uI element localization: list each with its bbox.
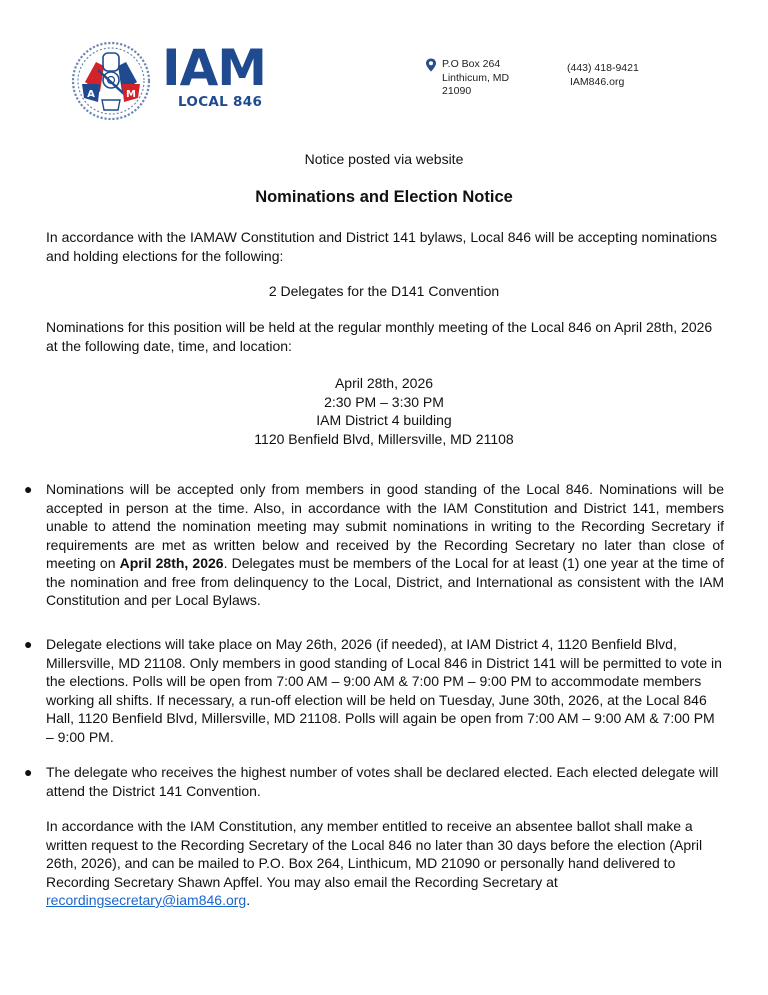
posted-note: Notice posted via website — [304, 151, 464, 167]
letterhead — [0, 0, 768, 130]
phone-number: (443) 418-9421 — [567, 62, 639, 74]
meeting-date: April 28th, 2026 — [334, 375, 434, 391]
bullet-icon: ● — [24, 764, 33, 780]
bullet-results — [24, 763, 724, 800]
logo-iam-text: IAM — [162, 39, 267, 97]
meeting-address: 1120 Benfield Blvd, Millersville, MD 21108 — [254, 430, 514, 447]
address-line-1: P.O Box 264 — [442, 58, 501, 70]
contact-info — [567, 61, 639, 89]
svg-text:A: A — [87, 89, 95, 100]
recording-secretary-email-link[interactable]: recordingsecretary@iam846.org — [46, 892, 247, 908]
meeting-details — [0, 374, 768, 448]
meeting-venue: IAM District 4 building — [316, 412, 452, 428]
website-link[interactable]: IAM846.org — [570, 76, 625, 88]
bullet-nominations — [24, 480, 724, 610]
bullet-text: Nominations will be accepted only from members in good standing of the Local 846. Nominations will be accepted in person at the time. Also, in accordance with the IAM Constitution and District 141, members unable to attend the nomination meeting may submit nominations in writing to the Recording Secretary if requirements are met as written below and received by the Recording Secretary no later than close of meeting on April 28th, 2026. Delegates must be members of the Local for at least (1) one year at the time of the nomination and free from delinquency to the Local, District, and International as consistent with the IAM Constitution and per Local Bylaws. — [46, 481, 724, 608]
location-pin-icon — [425, 58, 437, 72]
bullet-icon: ● — [24, 481, 33, 497]
iam-seal-logo-icon — [70, 40, 152, 122]
bullet-icon: ● — [24, 636, 33, 652]
nomination-deadline: April 28th, 2026 — [119, 555, 224, 571]
page-title: Nominations and Election Notice — [255, 188, 513, 206]
address-line-3: 21090 — [442, 85, 472, 97]
position-heading: 2 Delegates for the D141 Convention — [268, 283, 500, 299]
logo-local-text: LOCAL 846 — [178, 94, 263, 110]
address-line-2: Linthicum, MD — [442, 71, 510, 84]
bullet-elections — [24, 635, 724, 746]
svg-text:M: M — [126, 89, 136, 100]
mailing-address — [425, 58, 509, 99]
iam-wordmark — [162, 39, 272, 110]
nominations-intro-paragraph: Nominations for this position will be held at the regular monthly meeting of the Local 846 on April 28th, 2026 at the following date, time, and location: — [46, 319, 713, 354]
absentee-paragraph: In accordance with the IAM Constitution, any member entitled to receive an absentee ballot shall make a written request to the Recording Secretary of the Local 846 no later than 30 days before the election (April 26th, 2026), and can be mailed to P.O. Box 264, Linthicum, MD 21090 or personally hand delivered to Recording Secretary Shawn Apffel. You may also email the Recording Secretary at recordingsecretary@iam846.org. — [46, 818, 703, 908]
bullet-text: Delegate elections will take place on May 26th, 2026 (if needed), at IAM District 4, 1120 Benfield Blvd, Millersville, MD 21108. Only members in good standing of Local 846 in District 141 will be permitted to vote in the elections. Polls will be open from 7:00 AM – 9:00 AM & 7:00 PM – 9:00 PM to accommodate members working all shifts. If necessary, a run-off election will be held on Tuesday, June 30th, 2026, at the Local 846 Hall, 1120 Benfield Blvd, Millersville, MD 21108. Polls will again be open from 7:00 AM – 9:00 AM & 7:00 PM – 9:00 PM. — [46, 636, 722, 745]
meeting-time: 2:30 PM – 3:30 PM — [324, 393, 444, 410]
bullet-text: The delegate who receives the highest number of votes shall be declared elected. Each elected delegate will attend the District 141 Convention. — [46, 764, 719, 799]
intro-paragraph: In accordance with the IAMAW Constitution and District 141 bylaws, Local 846 will be accepting nominations and holding elections for the following: — [46, 229, 718, 264]
